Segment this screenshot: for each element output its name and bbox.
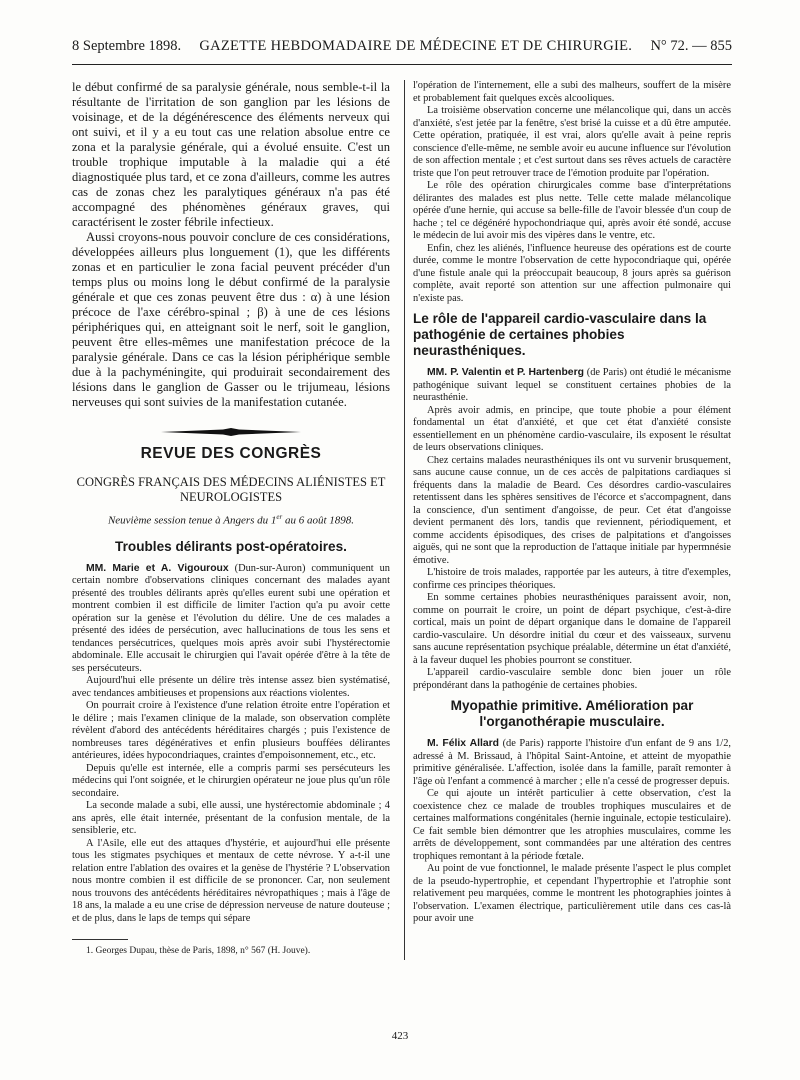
paragraph: L'appareil cardio-vasculaire semble donc bien jouer un rôle prépondérant dans la pathogénie de certaines phobies. [413, 667, 731, 691]
paragraph: Au point de vue fonctionnel, le malade présente l'aspect le plus complet de la pseudo-hypertrophie, et cependant l'hypertrophie et l'atrophie sont relativement peu marquées, comme le montrent les photographies jointes à l'observation. L'examen électrique, particulièrement utile dans ces cas-là pour avoir une [413, 863, 731, 924]
article-authors: MM. Marie et A. Vigouroux [86, 562, 229, 574]
article-authors: M. Félix Allard [427, 738, 500, 749]
paragraph: l'opération de l'internement, elle a subi des malheurs, souffert de la misère et probablement fait quelques excès alcooliques. [413, 80, 731, 104]
paragraph [413, 367, 731, 405]
paragraph-text: (Dun-sur-Auron) communiquent un certain nombre d'observations cliniques concernant des malades ayant présenté des troubles délirants après qu'elles eurent subi une opération et montrent combien il est difficile de limiter l'action qu'a pu avoir cette opération sur la genèse et l'évolution du délire. Une de ces malades a présenté des idées de persécution, avec hallucinations de tous les sens et tendances persécutrices, quelques mois après avoir subi l'hystérectomie abdominale. Elle accusait le chirurgien qui l'avait opérée d'être à la tête de ses persécuteurs. [72, 562, 390, 674]
article-title: Myopathie primitive. Amélioration par l'organothérapie musculaire. [450, 698, 694, 729]
paragraph-text: (de Paris) rapporte l'histoire d'un enfant de 9 ans 1/2, adressé à M. Brissaud, à l'hôpital Saint-Antoine, et atteint de myopathie primitive généralisée. L'affection, isolée dans la famille, paraît remonter à l'âge où l'enfant a commencé à marcher ; elle n'a cessé de progresser depuis. [413, 738, 731, 787]
article-title: Le rôle de l'appareil cardio-vasculaire dans la pathogénie de certaines phobies neurasthéniques. [413, 311, 707, 358]
article-title: Troubles délirants post-opératoires. [115, 538, 347, 554]
paragraph: La seconde malade a subi, elle aussi, une hystérectomie abdominale ; 4 ans après, elle était internée, présentant de la confusion mentale, de la sensiblerie, etc. [72, 800, 390, 837]
left-column [72, 80, 390, 958]
paragraph: L'histoire de trois malades, rapportée par les auteurs, à titre d'exemples, confirme ces principes théoriques. [413, 567, 731, 591]
paragraph: Aujourd'hui elle présente un délire très intense assez bien systématisé, avec tendances ambitieuses et propensions aux réactions violentes. [72, 675, 390, 699]
page-number: 423 [391, 1030, 409, 1042]
article-authors: MM. P. Valentin et P. Hartenberg [427, 367, 584, 378]
congress-name: CONGRÈS FRANÇAIS DES MÉDECINS ALIÉNISTES ET NEUROLOGISTES [76, 474, 386, 504]
paragraph-text: (de Paris) ont étudié le mécanisme pathogénique suivant lequel se constituent certaines phobies de la neurasthénie. [413, 367, 731, 403]
header-issue-page: N° 72. — 855 [650, 38, 732, 54]
paragraph: le début confirmé de sa paralysie générale, nous semble-t-il la résultante de l'irritation de son ganglion par les lésions de voisinage, et de la dégénérescence des éléments nerveux qui ont suivi, et il y a eu tout cas une relation absolue entre ce zona et la paralysie générale, qui a évolué ensuite. C'est un trouble trophique imputable à la maladie qui a été diagnostiquée plus tard, et ce zona d'ailleurs, comme les autres cas de zonas chez les paralytiques généraux n'a pas été accompagné des phénomènes généraux graves, qui caractérisent le zoster fébrile infectieux. [72, 80, 390, 229]
paragraph: Après avoir admis, en principe, que toute phobie a pour élément fondamental un état d'anxiété, et que cet état d'anxiété consiste essentiellement en un phénomène cardio-vasculaire, ils exposent le résultat de leurs observations cliniques. [413, 404, 731, 453]
header-journal-title: GAZETTE HEBDOMADAIRE DE MÉDECINE ET DE CHIRURGIE. [199, 38, 633, 54]
paragraph: Le rôle des opération chirurgicales comme base d'interprétations délirantes des malades est plus nette. Telle cette malade mélancolique opérée d'une hernie, qui accuse sa belle-fille de l'avoir blessée d'un coup de hache ; tel ce dégénéré hypochondriaque qui, après avoir été sondé, accuse le médecin de lui avoir mis des vipères dans le ventre, etc. [413, 180, 731, 241]
right-column [413, 80, 731, 926]
paragraph: Enfin, chez les aliénés, l'influence heureuse des opérations est de courte durée, comme le montre l'observation de cette hypocondriaque qui, opérée d'une fistule anale qui la préoccupait beaucoup, 8 jours après sa guérison complète, avait reporté son attention sur une affection pulmonaire qui n'existe pas. [413, 242, 731, 304]
paragraph: Aussi croyons-nous pouvoir conclure de ces considérations, développées ailleurs plus longuement (1), que les différents zonas et en particulier le zona facial peuvent précéder d'un temps plus ou moins long le début confirmé de la paralysie générale et que ces zonas peuvent être dus : α) à une lésion précoce de l'axe cérébro-spinal ; β) à une de ces lésions périphériques qui, en atteignant soit le nerf, soit le ganglion, peuvent être elles-mêmes une manifestation précoce de la paralysie générale. Dans ce cas la lésion périphérique semble due à la pachyméningite, qui produirait secondairement des lésions dans le ganglion de Gasser ou le trijumeau, lésions nerveuses qui sont suivies de la manifestation cutanée. [72, 230, 390, 409]
session-text-b: au 6 août 1898. [282, 514, 355, 527]
footnote-rule [72, 939, 128, 940]
ornament-rule [72, 428, 390, 436]
paragraph: Ce qui ajoute un intérêt particulier à cette observation, c'est la coexistence chez ce malade de troubles trophiques musculaires et de certaines malformations congénitales (hernie inguinale, ectopie testiculaire). Ce fait semble bien démontrer que les atrophies musculaires, comme les arrêts de développement, sont commandées par une altération des centres trophiques remontant à la période fœtale. [413, 788, 731, 862]
paragraph [72, 563, 390, 676]
session-line [72, 511, 390, 527]
session-text-a: Neuvième session tenue à Angers du 1 [107, 514, 277, 527]
ornament-diamond-icon [161, 428, 301, 436]
paragraph: A l'Asile, elle eut des attaques d'hystérie, et aujourd'hui elle présente tous les stigmates psychiques et mentaux de cette névrose. Y a-t-il une relation entre l'ablation des ovaires et la genèse de l'hystérie ? L'observation nous montre combien il est difficile de se prononcer. Car, non seulement nous trouvons des antécédents héréditaires névropathiques ; mais à l'âge de 18 ans, la malade a eu une crise de dépression nerveuse de nature douteuse ; et de plus, dans le laps de temps qui sépare [72, 837, 390, 924]
header-date: 8 Septembre 1898. [72, 38, 182, 54]
session-superscript: er [276, 512, 283, 521]
paragraph: Chez certains malades neurasthéniques ils ont vu survenir brusquement, sans aucune cause connue, un de ces accès de palpitations cardiaques si fréquents dans la maladie de Beard. Ces désordres cardio-vasculaires retentissent dans les sphères sensitives de l'écorce et s'accompagnent, dans la conscience, d'un sentiment d'angoisse, de peur. Cet état d'angoisse devient permanent dès lors, tandis que reviennent, périodiquement, et comme accidents épisodiques, des crises de palpitations et d'angoisses aiguës, qui ne sont que la reproduction de l'attaque initiale par hypermnésie émotive. [413, 454, 731, 566]
column-divider [404, 80, 405, 960]
paragraph: La troisième observation concerne une mélancolique qui, dans un accès d'anxiété, s'est jetée par la fenêtre, s'est brisé la cuisse et a dû être amputée. Cette opération, pratiquée, il est vrai, alors qu'elle avait à peine repris conscience d'elle-même, ne semble avoir eu aucune influence sur l'évolution de son affection mentale ; et c'est surtout dans ses rêves actuels de caractère triste que l'on peut retrouver trace de l'émotion produite par l'opération. [413, 105, 731, 179]
paragraph: On pourrait croire à l'existence d'une relation étroite entre l'opération et le délire ; mais l'examen clinique de la malade, son observation complète révèlent d'abord des antécédents héréditaires chargés ; puis l'existence de nombreuses tares dégénératives et enfin plusieurs bouffées délirantes antérieures, idées hypocondriaques, craintes d'empoisonnement, etc., etc. [72, 700, 390, 762]
paragraph: En somme certaines phobies neurasthéniques paraissent avoir, non, comme on pourrait le croire, un point de départ psychique, c'est-à-dire cortical, mais un point de départ organique dans le domaine de l'appareil cardio-vasculaire. Un désordre initial du cœur et des vaisseaux, survenu sans aucune représentation psychique préalable, détermine un état d'anxiété, à la faveur duquel les phobies pourront se constituer. [413, 592, 731, 666]
section-title: REVUE DES CONGRÈS [140, 445, 322, 462]
paragraph [413, 738, 731, 788]
footnote: 1. Georges Dupau, thèse de Paris, 1898, n° 567 (H. Jouve). [86, 946, 311, 957]
running-head [72, 38, 732, 65]
paragraph: Depuis qu'elle est internée, elle a compris parmi ses persécuteurs les médecins qui l'ont soignée, et le chirurgien opérateur ne joue plus qu'un rôle secondaire. [72, 762, 390, 799]
